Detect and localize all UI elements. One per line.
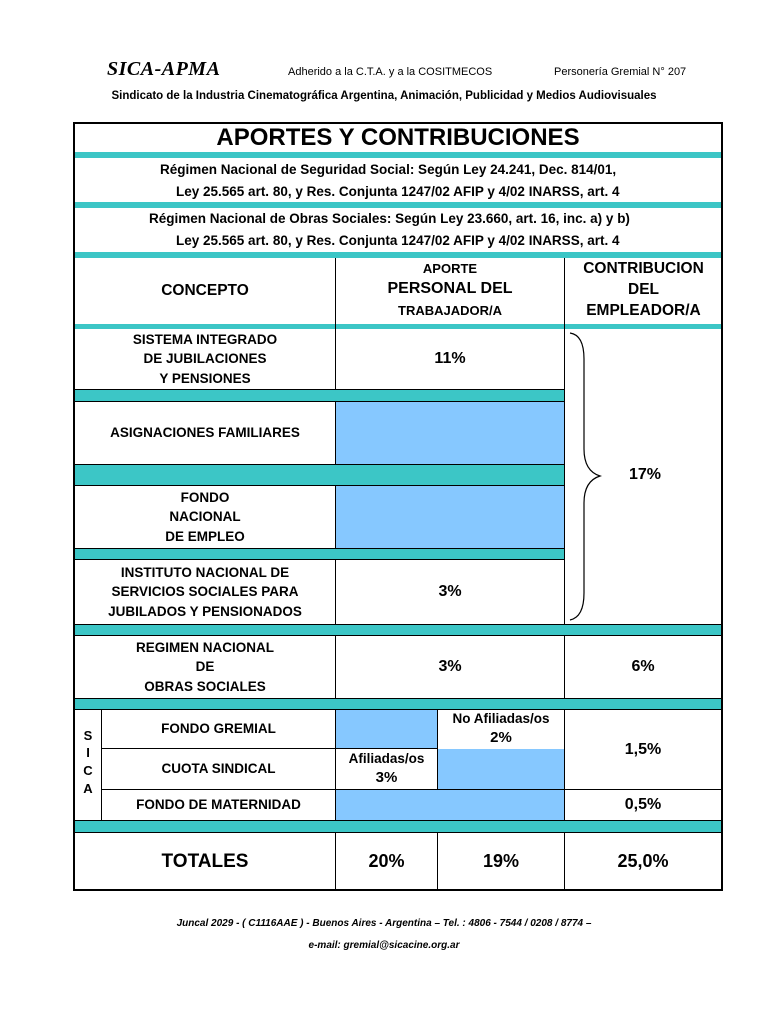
sica-vertical-label: S I C A	[83, 727, 93, 796]
totales-contrib: 25,0%	[617, 851, 669, 872]
teal-band	[75, 465, 564, 485]
column-header-aporte-3: TRABAJADOR/A	[398, 303, 502, 318]
maternidad-contrib: 0,5%	[624, 796, 662, 814]
teal-band	[75, 152, 721, 158]
column-header-concepto: CONCEPTO	[161, 281, 249, 299]
row-obras-label: REGIMEN NACIONAL DE OBRAS SOCIALES	[136, 639, 274, 694]
totales-label: TOTALES	[161, 850, 249, 872]
fondo-gremial-label: FONDO GREMIAL	[161, 721, 276, 737]
regimen-seguridad-line1: Régimen Nacional de Seguridad Social: Según Ley 24.241, Dec. 814/01,	[160, 162, 617, 177]
teal-band	[75, 699, 721, 709]
row-fne-aporte-empty	[336, 486, 564, 548]
totales-afiliados: 20%	[368, 851, 405, 872]
teal-band	[75, 390, 564, 401]
row-inssjp-aporte: 3%	[438, 583, 462, 601]
page-title: APORTES Y CONTRIBUCIONES	[216, 123, 580, 151]
column-header-contrib-2: DEL	[628, 281, 659, 298]
row-sijp-aporte: 11%	[434, 350, 466, 368]
regimen-obras-line2: Ley 25.565 art. 80, y Res. Conjunta 1247/02 AFIP y 4/02 INARSS, art. 4	[176, 233, 620, 248]
teal-band	[75, 549, 564, 559]
gremial-cuota-contrib: 1,5%	[624, 740, 662, 758]
adhesion-text: Adherido a la C.T.A. y a la COSITMECOS	[288, 66, 493, 78]
regimen-seguridad-line2: Ley 25.565 art. 80, y Res. Conjunta 1247/02 AFIP y 4/02 INARSS, art. 4	[176, 184, 620, 199]
personeria-text: Personería Gremial N° 207	[554, 66, 687, 78]
column-header-aporte-2: PERSONAL DEL	[387, 280, 513, 297]
teal-band	[75, 625, 721, 635]
teal-band	[75, 821, 721, 832]
fondo-maternidad-aporte-empty	[336, 790, 564, 820]
afiliadas-cell: Afiliadas/os 3%	[348, 751, 425, 787]
no-afiliadas-cell: No Afiliadas/os 2%	[452, 711, 550, 747]
contrib-group-17: 17%	[628, 466, 662, 484]
cuota-sindical-label: CUOTA SINDICAL	[161, 761, 276, 777]
fondo-gremial-afiliados-empty	[336, 710, 437, 748]
cuota-no-afiliados-empty	[438, 749, 564, 789]
row-inssjp-label: INSTITUTO NACIONAL DE SERVICIOS SOCIALES PARA JUBILADOS Y PENSIONADOS	[108, 564, 302, 619]
row-asignaciones-label: ASIGNACIONES FAMILIARES	[110, 425, 300, 441]
regimen-obras-line1: Régimen Nacional de Obras Sociales: Según Ley 23.660, art. 16, inc. a) y b)	[149, 211, 630, 226]
footer-email: e-mail: gremial@sicacine.org.ar	[308, 940, 460, 951]
row-sijp-label: SISTEMA INTEGRADO DE JUBILACIONES Y PENSIONES	[132, 331, 278, 386]
row-obras-aporte: 3%	[438, 658, 462, 676]
column-header-aporte-1: APORTE	[422, 261, 478, 276]
teal-band	[75, 202, 721, 208]
totales-no-afiliados: 19%	[482, 851, 520, 872]
column-header-contrib-1: CONTRIBUCION	[583, 260, 704, 277]
brand-logo-text: SICA-APMA	[107, 58, 221, 80]
union-subtitle: Sindicato de la Industria Cinematográfica Argentina, Animación, Publicidad y Medios Audiovisuales	[111, 90, 657, 102]
column-header-contrib-3: EMPLEADOR/A	[586, 302, 701, 319]
fondo-maternidad-label: FONDO DE MATERNIDAD	[136, 797, 301, 813]
row-asignaciones-aporte-empty	[336, 402, 564, 464]
footer-address: Juncal 2029 - ( C1116AAE ) - Buenos Aires - Argentina – Tel. : 4806 - 7544 / 0208 / 8774 –	[176, 918, 592, 929]
row-fne-label: FONDO NACIONAL DE EMPLEO	[165, 489, 245, 544]
row-obras-contrib: 6%	[631, 658, 655, 676]
